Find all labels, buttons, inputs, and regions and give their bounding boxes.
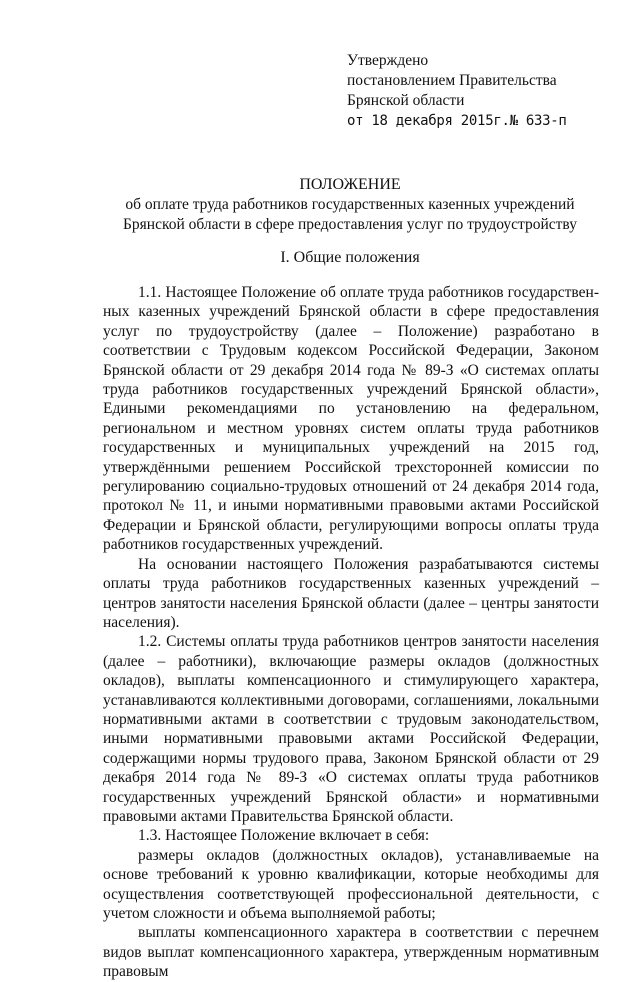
approval-block <box>347 51 566 131</box>
section-heading: I. Общие положения <box>280 249 420 266</box>
subtitle-line-1: об оплате труда работников государственных казенных учреждений <box>125 196 575 213</box>
approval-line-resolution: постановлением Правительства <box>347 72 557 89</box>
subtitle-line-2: Брянской области в сфере предоставления услуг по трудоустройству <box>123 216 577 233</box>
document-subtitle <box>0 195 640 235</box>
paragraph-1-1: 1.1. Настоящее Положение об оплате труда работников государственных казенных учреждений Брянской области в сфере предоставления услуг по трудоустройству (далее – Положение) разработано в соответствии с Трудовым кодексом Российской Федерации, Законом Брянской области от 29 декабря 2014 года № 89-З «О системах оплаты труда работников государственных учреждений Брянской области», Едиными рекомендациями по установлению на федеральном, региональном и местном уровнях систем оплаты труда работников государственных и муниципальных учреждений на 2015 год, утверждёнными решением Российской трехсторонней комиссии по регулированию социально-трудовых отношений от 24 декабря 2014 года, протокол № 11, и иными нормативными правовыми актами Российской Федерации и Брянской области, регулирующими вопросы оплаты труда работников государственных учреждений. <box>103 284 599 554</box>
approval-line-region: Брянской области <box>347 92 465 109</box>
body-text <box>103 283 599 982</box>
approval-line-approved: Утверждено <box>347 52 429 69</box>
paragraph-1-2: 1.2. Системы оплаты труда работников центров занятости населения (далее – работники), включающие размеры окладов (должностных окладов), выплаты компенсационного и стимулирующего характера, устанавливаются коллективными договорами, соглашениями, локальными нормативными актами в соответствии с трудовым законодательством, иными нормативными правовыми актами Российской Федерации, содержащими нормы трудового права, Законом Брянской области от 29 декабря 2014 года № 89-З «О системах оплаты труда работников государственных учреждений Брянской области» и нормативными правовыми актами Правительства Брянской области. <box>103 633 599 825</box>
paragraph-1-3: 1.3. Настоящее Положение включает в себя: <box>138 827 430 845</box>
approval-date-number: от 18 декабря 2015г.№ 633-п <box>347 113 567 129</box>
paragraph-basis: На основании настоящего Положения разрабатываются системы оплаты труда работников государственных казенных учреждений – центров занятости населения Брянской области (далее – центры занятости населения). <box>103 555 599 631</box>
document-title: ПОЛОЖЕНИЕ <box>299 176 401 193</box>
paragraph-compensation: выплаты компенсационного характера в соответствии с перечнем видов выплат компенсационного характера, утвержденным нормативным правовым <box>103 924 599 981</box>
paragraph-salaries: размеры окладов (должностных окладов), устанавливаемые на основе требований к уровню квалификации, которые необходимы для осуществления соответствующей профессиональной деятельности, с учетом сложности и объема выполняемой работы; <box>103 846 599 922</box>
